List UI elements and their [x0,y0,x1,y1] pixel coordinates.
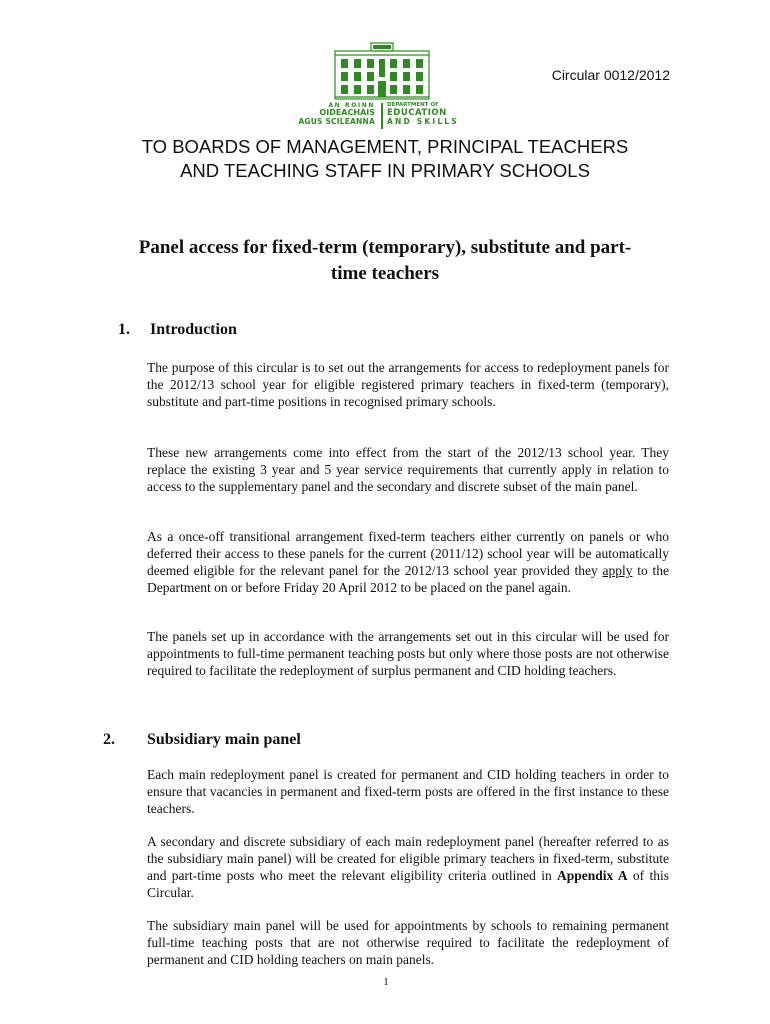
page-number: 1 [383,976,389,988]
paragraph [147,833,669,901]
logo-english-line-1: DEPARTMENT OF [387,102,439,108]
logo-divider [381,103,383,129]
logo-irish-line-3: AGUS SCILEANNA [298,116,375,126]
logo-english-line-2: EDUCATION [387,107,447,118]
logo-irish-line-2: OIDEACHAIS [319,108,375,118]
appendix-reference: Appendix A [557,868,628,883]
section-number: 2. [103,731,115,748]
paragraph: These new arrangements come into effect from the start of the 2012/13 school year. They replace the existing 3 year and 5 year service requirements that currently apply in relation to access to the supplementary panel and the secondary and discrete subset of the main panel. [147,445,669,494]
paragraph: The panels set up in accordance with the arrangements set out in this circular will be used for appointments to full-time permanent teaching posts but only where those posts are not otherwise required to facilitate the redeployment of surplus permanent and CID holding teachers. [147,629,669,678]
logo-english-text [387,103,477,126]
addressee-line-1: TO BOARDS OF MANAGEMENT, PRINCIPAL TEACHERS [141,136,629,157]
section-title: Subsidiary main panel [147,731,301,748]
paragraph-text: to the Department on or before Friday 20 April 2012 to be placed on the panel again. [147,563,669,595]
circular-reference: Circular 0012/2012 [551,67,670,83]
title-line-1: Panel access for fixed-term (temporary), substitute and part- [138,237,632,258]
paragraph: Each main redeployment panel is created for permanent and CID holding teachers in order to ensure that vacancies in permanent and fixed-term posts are offered in the first instance to these teachers. [147,767,669,816]
section-title: Introduction [150,321,237,338]
section-number: 1. [118,321,130,338]
addressee-line-2: AND TEACHING STAFF IN PRIMARY SCHOOLS [180,160,590,181]
apply-link[interactable]: apply [602,563,633,578]
paragraph: The subsidiary main panel will be used for appointments by schools to remaining permanent full-time teaching posts that are not otherwise required to facilitate the redeployment of permanent and CID holding teachers on main panels. [147,918,669,967]
logo-english-line-3: AND SKILLS [387,116,459,126]
logo-irish-text [289,103,375,126]
document-title [110,235,660,287]
addressee-heading [95,135,675,183]
building-icon [333,41,431,101]
title-line-2: time teachers [330,263,440,284]
paragraph [147,528,669,596]
logo-irish-line-1: AN ROINN [328,102,375,109]
department-logo [289,41,474,129]
paragraph: The purpose of this circular is to set out the arrangements for access to redeployment panels for the 2012/13 school year for eligible registered primary teachers in fixed-term (temporary), substitute and part-time positions in recognised primary schools. [147,360,669,409]
paragraph-text: A secondary and discrete subsidiary of each main redeployment panel (hereafter referred to as the subsidiary main panel) will be created for eligible primary teachers in fixed-term, substitute and part-time posts who meet the relevant eligibility criteria outlined in [147,834,669,883]
paragraph-text: As a once-off transitional arrangement fixed-term teachers either currently on panels or who deferred their access to these panels for the current (2011/12) school year will be automatically deemed eligible for the relevant panel for the 2012/13 school year provided they [147,529,669,578]
paragraph-text: of this Circular. [147,868,669,900]
